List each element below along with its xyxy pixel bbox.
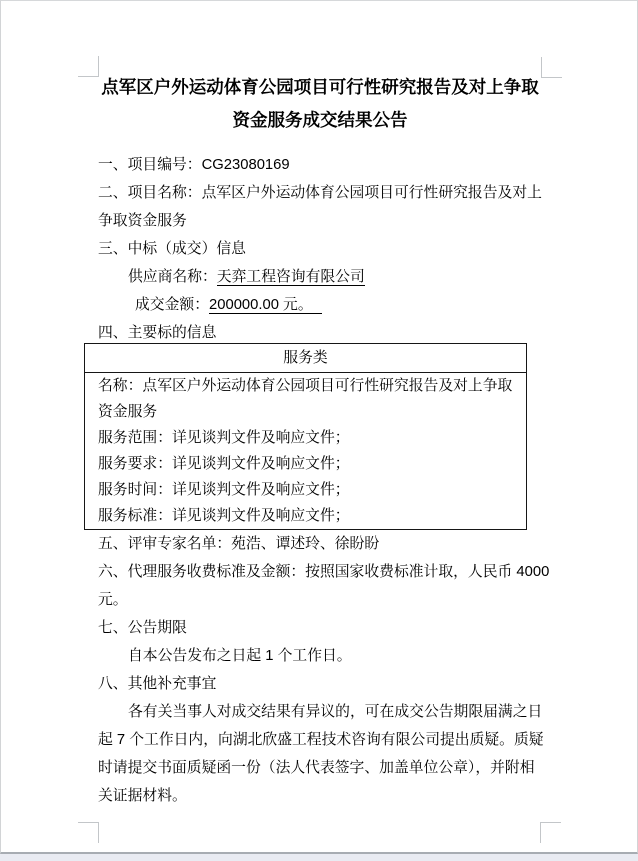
amount-label: 成交金额： <box>135 297 209 313</box>
table-row-name-2: 资金服务 <box>98 404 158 420</box>
table-row-standard: 服务标准：详见谈判文件及响应文件； <box>98 508 350 524</box>
document-title-line-2: 资金服务成交结果公告 <box>232 110 408 130</box>
subject-info-heading: 四、主要标的信息 <box>98 325 217 341</box>
agency-fee-line-2: 元。 <box>98 592 128 608</box>
project-name-line-2: 争取资金服务 <box>98 213 187 229</box>
supplier-name-value: 天弈工程咨询有限公司 <box>216 269 365 285</box>
title-body-gap <box>98 137 542 151</box>
margin-cropmark-top-left <box>78 56 99 77</box>
document-title-line-1: 点军区户外运动体育公园项目可行性研究报告及对上争取 <box>101 77 539 97</box>
other-heading: 八、其他补充事宜 <box>98 676 217 692</box>
experts-line: 五、评审专家名单：苑浩、谭述玲、徐盼盼 <box>98 536 380 552</box>
table-header-service-class: 服务类 <box>85 344 526 373</box>
period-text-line: 自本公告发布之日起 1 个工作日。 <box>128 648 352 664</box>
other-line-2: 起 7 个工作日内，向湖北欣盛工程技术咨询有限公司提出质疑。质疑 <box>98 732 544 748</box>
table-row-name-1: 名称：点军区户外运动体育公园项目可行性研究报告及对上争取 <box>98 378 513 394</box>
agency-fee-line-1: 六、代理服务收费标准及金额：按照国家收费标准计取，人民币 4000 <box>98 564 550 580</box>
other-line-1: 各有关当事人对成交结果有异议的，可在成交公告期限届满之日 <box>128 704 543 720</box>
table-row-time: 服务时间：详见谈判文件及响应文件； <box>98 482 350 498</box>
supplier-line <box>98 263 542 291</box>
project-number-line: 一、项目编号：CG23080169 <box>98 157 290 173</box>
period-heading: 七、公告期限 <box>98 620 187 636</box>
supplier-label: 供应商名称： <box>128 269 217 285</box>
project-name-line-1: 二、项目名称：点军区户外运动体育公园项目可行性研究报告及对上 <box>98 185 542 201</box>
other-line-3: 时请提交书面质疑函一份（法人代表签字、加盖单位公章），并附相 <box>98 760 535 776</box>
amount-line <box>98 291 542 319</box>
table-row-requirement: 服务要求：详见谈判文件及响应文件； <box>98 456 350 472</box>
award-info-heading: 三、中标（成交）信息 <box>98 241 246 257</box>
other-line-4: 关证据材料。 <box>98 788 187 804</box>
document-content <box>98 71 550 810</box>
amount-value: 200000.00 元。 <box>209 297 322 314</box>
table-row-scope: 服务范围：详见谈判文件及响应文件； <box>98 430 350 446</box>
margin-cropmark-bottom-left <box>78 822 99 843</box>
subject-info-table <box>84 343 527 530</box>
margin-cropmark-bottom-right <box>540 822 561 843</box>
margin-cropmark-top-right <box>541 57 562 78</box>
